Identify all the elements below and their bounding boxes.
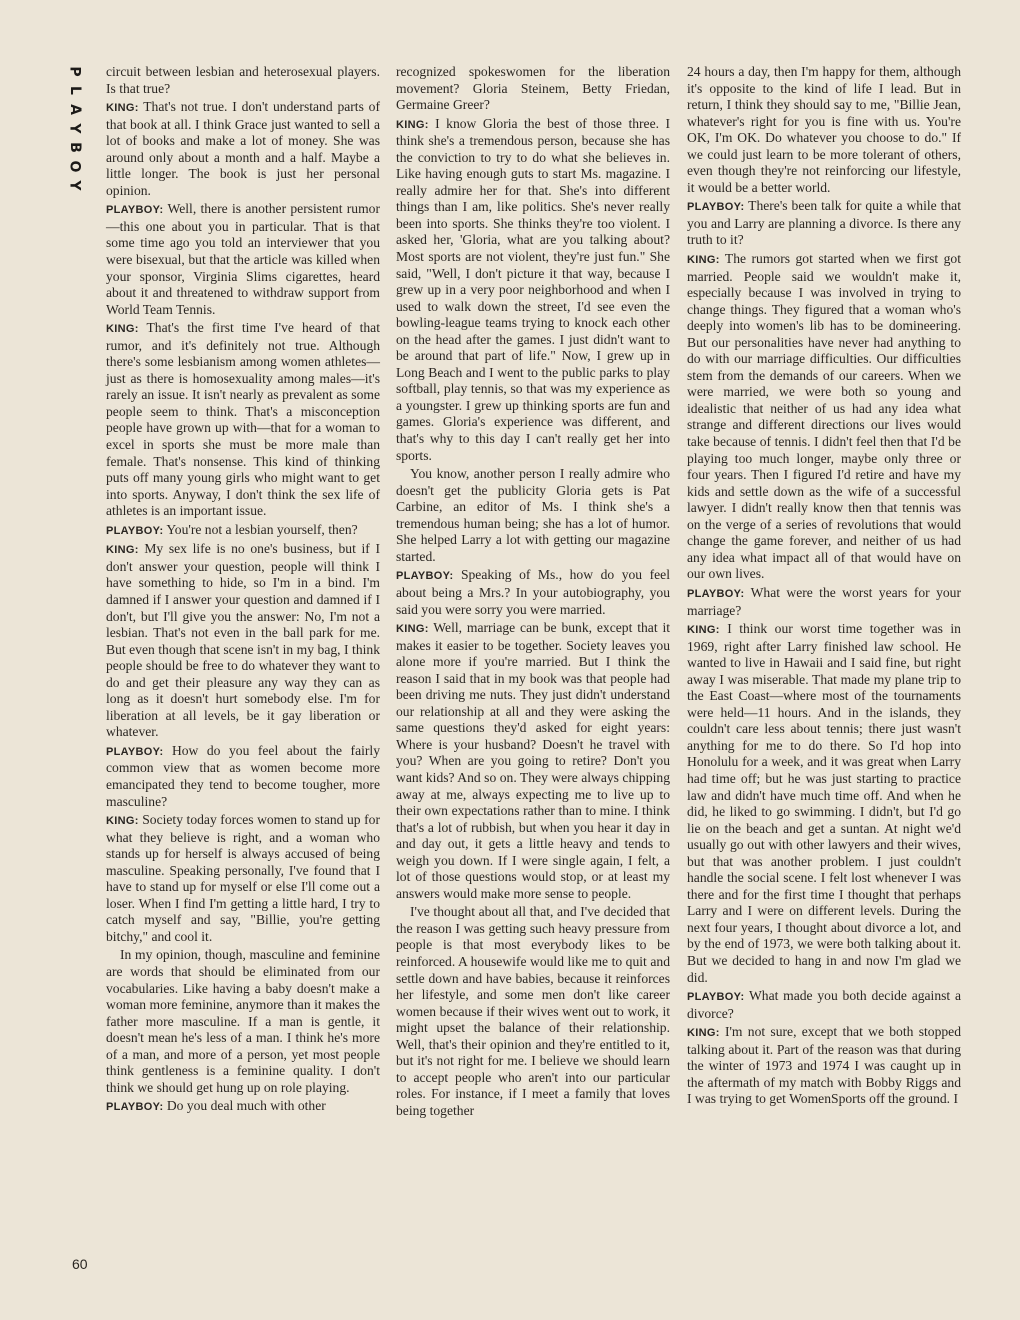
interview-paragraph (687, 988, 961, 1022)
speaker-label: KING: (106, 544, 139, 557)
interview-paragraph (396, 466, 670, 565)
paragraph-text: Well, there is another persistent rumor—this one about you in particular. That is that some time ago you told an interviewer that you were bisexual, but that the article was killed when your sponsor, Virginia Slims cigarettes, heard about it and threatened to withdraw support from World Team Tennis. (106, 201, 380, 317)
paragraph-text: Well, marriage can be bunk, except that it makes it easier to be together. Society leaves you alone more if you're married. But I think the reason I said that in my book was that people had been driving me nuts. They just didn't understand our relationship at all and they were asking the same questions they'd asked for eight years: Where is your husband? Doesn't he travel with you? When are you going to retire? Don't you want kids? And so on. They were always chipping away at me, always expecting me to live up to their own expectations rather than to mine. I think that's a lot of rubbish, but when you hear it day in and day out, it gets a little heavy and tends to weigh you down. If I were single again, I felt, a lot of those questions would stop, or at least my answers would make more sense to people. (396, 620, 671, 901)
paragraph-text: recognized spokeswomen for the liberation movement? Gloria Steinem, Betty Friedan, Germaine Greer? (396, 64, 670, 113)
paragraph-text: I've thought about all that, and I've decided that the reason I was getting such heavy pressure from people is that most everybody likes to be reinforced. A housewife would like me to quit and settle down and have babies, because it reinforces her lifestyle, and some men don't like career women because if their wives went out to work, it might upset the balance of their relationship. Well, that's their opinion and they're entitled to it, but it's not right for me. I believe we should learn to accept people who aren't into our particular roles. For instance, if I meet a family that loves being together (396, 904, 670, 1118)
paragraph-text: I'm not sure, except that we both stopped talking about it. Part of the reason was that during the winter of 1973 and 1974 I was caught up in the aftermath of my match with Bobby Riggs and I was trying to get WomenSports off the ground. I (687, 1024, 961, 1107)
paragraph-text: Do you deal much with other (166, 1098, 326, 1114)
paragraph-text: 24 hours a day, then I'm happy for them, although it's opposite to the kind of life I lead. But in return, I think they should say to me, "Billie Jean, whatever's right for you is fine with us. You're OK, I'm OK. Do whatever you choose to do." If we could just learn to be more tolerant of others, even though they're not reinforcing our lifestyle, it would be a better world. (687, 64, 961, 195)
text-column-2 (396, 64, 670, 1121)
interview-paragraph (106, 99, 380, 199)
speaker-label: PLAYBOY: (106, 745, 164, 758)
side-title-letter: L (66, 86, 83, 95)
paragraph-text: What made you both decide against a divorce? (687, 988, 961, 1021)
page-number: 60 (72, 1256, 88, 1272)
speaker-label: PLAYBOY: (687, 991, 745, 1004)
interview-paragraph (396, 567, 670, 618)
interview-paragraph (396, 64, 670, 114)
interview-paragraph (396, 116, 670, 464)
paragraph-text: Speaking of Ms., how do you feel about being a Mrs.? In your autobiography, you said you were sorry you were married. (396, 567, 670, 617)
speaker-label: PLAYBOY: (687, 587, 745, 600)
interview-paragraph (687, 198, 961, 249)
paragraph-text: That's not true. I don't understand parts of that book at all. I think Grace just wanted to sell a lot of books and make a lot of money. She was around only about a month and a half. Maybe a little longer. The book is just her personal opinion. (106, 99, 380, 198)
speaker-label: KING: (106, 102, 139, 115)
paragraph-text: The rumors got started when we first got married. People said we wouldn't make it, especially because I was involved in trying to change things. They figured that a woman who's deeply into women's lib has to be domineering. But our personalities have never had anything to do with our marriage difficulties. Our difficulties stem from the demands of our careers. When we were married, we were both so young and idealistic that neither of us had any idea what strange and different directions our lives would take because of tennis. I didn't feel then that I'd be playing too much longer, maybe only three or four years. Then I figured I'd retire and have my kids and settle down as the wife of a successful lawyer. I didn't really know then that tennis was on the verge of a series of revolutions that would change the game forever, and neither of us had any idea what impact all of that would have on our own lives. (687, 251, 962, 582)
interview-paragraph (687, 585, 961, 619)
paragraph-text: circuit between lesbian and heterosexual players. Is that true? (106, 64, 380, 96)
side-title-letter: P (66, 66, 83, 77)
interview-paragraph (396, 620, 670, 902)
magazine-side-title (58, 62, 90, 195)
interview-paragraph (687, 621, 961, 986)
interview-paragraph (106, 1098, 380, 1116)
interview-paragraph (106, 812, 380, 945)
speaker-label: PLAYBOY: (687, 201, 745, 214)
paragraph-text: I know Gloria the best of those three. I think she's a tremendous person, because she has the conviction to try to do what she believes in. Like having enough guts to start Ms. magazine. I really admire her for that. She's into different things than I am, like politics. She's never really been into sports. She thinks they're too violent. I asked her, 'Gloria, what are you talking about? Most sports are not violent, they're just fun." She said, "Well, I don't picture it that way, because I grew up in a very poor neighborhood and when I used to walk down the street, I'd see even the bowling-league teams trying to knock each other on the head after the games. I just didn't want to be around that part of life." Now, I grew up in Long Beach and I went to the public parks to play softball, play tennis, so that was my experience as a youngster. I grew up thinking sports are fun and games. Gloria's experience was different, and that's why to this day I can't really get her into sports. (396, 115, 671, 463)
side-title-letter: B (66, 142, 83, 153)
speaker-label: KING: (396, 623, 429, 636)
speaker-label: PLAYBOY: (106, 204, 164, 217)
paragraph-text: In my opinion, though, masculine and feminine are words that should be eliminated from our vocabularies. Like having a baby doesn't make a woman more feminine, anymore than it makes the father more masculine. If a man is gentle, it doesn't mean he's less of a man. I think he's more of a man, and more of a person, yet most people think gentleness is a feminine quality. I don't think we should get hung up on role playing. (106, 947, 380, 1095)
interview-paragraph (687, 64, 961, 196)
side-title-letter: Y (66, 180, 83, 191)
interview-paragraph (106, 64, 380, 97)
speaker-label: KING: (687, 254, 720, 267)
paragraph-text: That's the first time I've heard of that rumor, and it's definitely not true. Although there's some lesbianism among women athletes—just as there is homosexuality among males—it's rarely an issue. It isn't nearly as prevalent as some people seem to think. That's a misconception people have grown up with—that for a woman to excel in sports she must be more male than female. That's nonsense. This kind of thinking puts off many young girls who might want to get into sports. Anyway, I don't think the sex life of athletes is an important issue. (106, 320, 380, 519)
speaker-label: KING: (106, 323, 139, 336)
side-title-letter: O (66, 160, 83, 173)
speaker-label: PLAYBOY: (106, 1101, 164, 1114)
paragraph-text: What were the worst years for your marriage? (687, 584, 961, 618)
speaker-label: KING: (396, 118, 429, 131)
paragraph-text: How do you feel about the fairly common view that as women become more emancipated they tend to become tougher, more masculine? (106, 742, 380, 809)
speaker-label: PLAYBOY: (396, 570, 454, 583)
speaker-label: KING: (687, 1027, 720, 1040)
side-title-letter: A (66, 104, 83, 115)
speaker-label: PLAYBOY: (106, 524, 164, 537)
speaker-label: KING: (106, 815, 139, 828)
interview-paragraph (687, 1024, 961, 1108)
paragraph-text: My sex life is no one's business, but if I don't answer your question, people will think I have something to hide, so I'm in a bind. I'm damned if I answer your question and damned if I don't, but I'll give you the answer: No, I'm not a lesbian. That's not even in the ball park for me. But even though that scene isn't in my bag, I think people should be free to do whatever they want to do and get their pleasure any way they can as long as it doesn't hurt somebody else. I'm for liberation at all levels, be it gay liberation or whatever. (106, 541, 380, 740)
interview-paragraph (106, 947, 380, 1096)
side-title-letter: Y (66, 123, 83, 134)
interview-paragraph (106, 320, 380, 520)
speaker-label: KING: (687, 624, 720, 637)
paragraph-text: Society today forces women to stand up for what they believe is right, and a woman who stands up for herself is always accused of being masculine. Speaking personally, I've found that I have to stand up for myself or else I'll come out a loser. When I find I'm getting a little hard, I try to catch myself and say, "Billie, you're getting bitchy," and cool it. (106, 812, 381, 944)
interview-paragraph (687, 251, 961, 583)
paragraph-text: I think our worst time together was in 1969, right after Larry finished law school. He wanted to live in Hawaii and I said fine, but right away I was miserable. That made my plane trip to the East Coast—where most of the tournaments were held—11 hours. And in the islands, they couldn't care less about tennis; there just wasn't anything for me to do there. So I'd hop into Honolulu for a week, and it was great when Larry had time off; but he was just starting to practice law and didn't have much time off. And when he did, he liked to go swimming. I didn't, but I'd go lie on the beach and get a suntan. At night we'd usually go out with other lawyers and their wives, but that was another problem. I just couldn't handle the social scene. I felt lost whenever I was there and for the first time I thought that perhaps Larry and I were on different levels. During the next four years, I thought about divorce a lot, and by the end of 1973, we were both talking about it. But we decided to hang in and now I'm glad we did. (687, 621, 961, 985)
text-column-3 (687, 64, 961, 1110)
paragraph-text: There's been talk for quite a while that you and Larry are planning a divorce. Is there any truth to it? (687, 198, 961, 248)
interview-paragraph (106, 743, 380, 810)
paragraph-text: You're not a lesbian yourself, then? (166, 521, 358, 537)
paragraph-text: You know, another person I really admire who doesn't get the publicity Gloria gets is Pat Carbine, an editor of Ms. I think she's a tremendous human being; she has a lot of humor. She helped Larry a lot with getting our magazine started. (396, 466, 670, 564)
interview-paragraph (396, 904, 670, 1119)
interview-paragraph (106, 522, 380, 540)
text-column-1 (106, 64, 380, 1118)
interview-paragraph (106, 541, 380, 741)
interview-paragraph (106, 201, 380, 318)
